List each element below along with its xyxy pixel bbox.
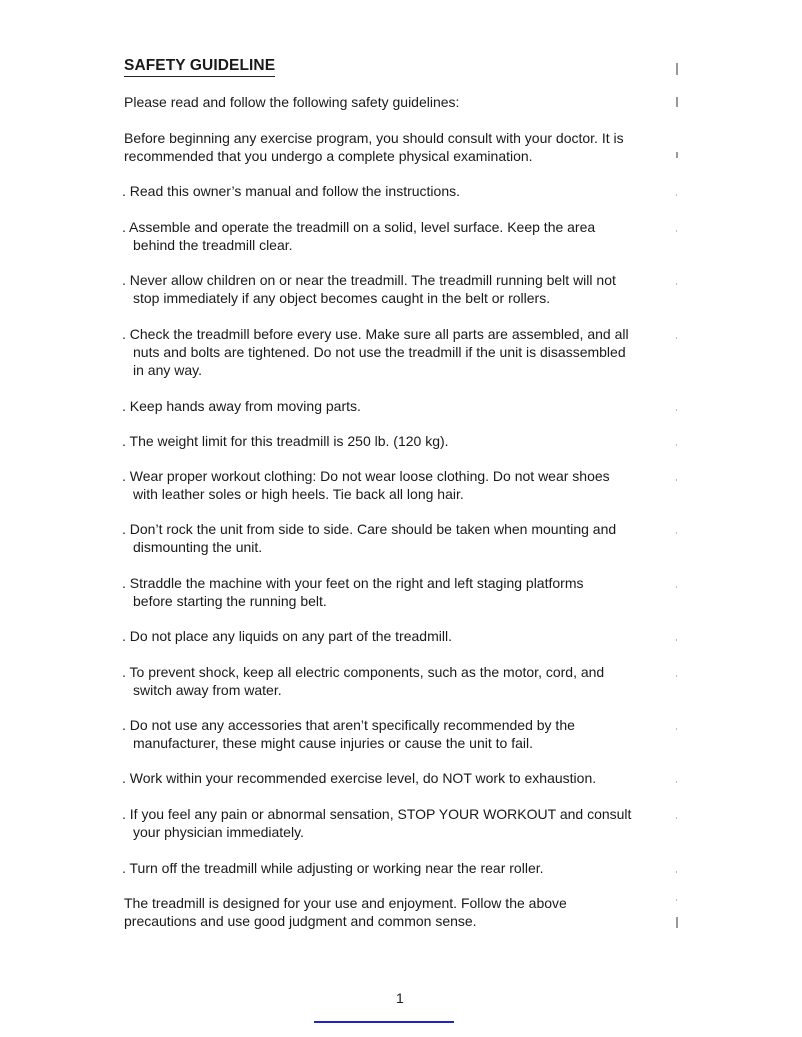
clipped-column-mark bbox=[676, 728, 677, 730]
clipped-column-mark bbox=[676, 479, 677, 481]
guideline-line: . Do not use any accessories that aren’t specifically recommended by the bbox=[122, 717, 575, 733]
guideline-item bbox=[122, 574, 583, 610]
clipped-column-mark bbox=[676, 194, 677, 196]
guideline-line: with leather soles or high heels. Tie back all long hair. bbox=[133, 486, 464, 502]
clipped-column-mark bbox=[676, 97, 678, 107]
guideline-line: . Keep hands away from moving parts. bbox=[122, 398, 361, 414]
closing-line-2: precautions and use good judgment and common sense. bbox=[124, 913, 477, 929]
guideline-line: behind the treadmill clear. bbox=[133, 237, 293, 253]
guideline-line: . If you feel any pain or abnormal sensation, STOP YOUR WORKOUT and consult bbox=[122, 806, 632, 822]
guideline-item bbox=[122, 218, 595, 254]
clipped-column-mark bbox=[676, 230, 677, 232]
clipped-column-mark bbox=[676, 899, 677, 901]
clipped-column-mark bbox=[676, 917, 678, 928]
closing-line-1: The treadmill is designed for your use and enjoyment. Follow the above bbox=[124, 895, 567, 911]
guideline-line: . To prevent shock, keep all electric components, such as the motor, cord, and bbox=[122, 664, 605, 680]
clipped-column-mark bbox=[676, 675, 677, 677]
guideline-line: nuts and bolts are tightened. Do not use the treadmill if the unit is disassembled bbox=[133, 344, 626, 360]
clipped-column-mark bbox=[676, 409, 677, 411]
guideline-item bbox=[122, 627, 452, 645]
guideline-item bbox=[122, 325, 629, 379]
guideline-line: in any way. bbox=[133, 362, 202, 378]
guideline-item bbox=[122, 182, 460, 200]
guideline-item bbox=[122, 271, 616, 307]
clipped-column-mark bbox=[676, 639, 677, 641]
guideline-item bbox=[122, 716, 575, 752]
guideline-item bbox=[122, 769, 596, 787]
guideline-item bbox=[122, 805, 631, 841]
page-title: SAFETY GUIDELINE bbox=[124, 57, 275, 77]
guideline-line: . Work within your recommended exercise level, do NOT work to exhaustion. bbox=[122, 770, 597, 786]
guideline-line: . Assemble and operate the treadmill on a solid, level surface. Keep the area bbox=[122, 219, 596, 235]
clipped-column-mark bbox=[676, 152, 678, 158]
guideline-line: before starting the running belt. bbox=[133, 593, 327, 609]
clipped-column-mark bbox=[676, 586, 677, 588]
consult-line-2: recommended that you undergo a complete physical examination. bbox=[124, 148, 533, 164]
guideline-item bbox=[122, 432, 449, 450]
clipped-column-mark bbox=[676, 283, 677, 285]
guideline-line: your physician immediately. bbox=[133, 824, 304, 840]
intro-text: Please read and follow the following safety guidelines: bbox=[124, 94, 460, 110]
clipped-column-mark bbox=[676, 817, 677, 819]
guideline-line: . Straddle the machine with your feet on the right and left staging platforms bbox=[122, 575, 584, 591]
footer-link-underline[interactable] bbox=[314, 1021, 454, 1023]
guideline-item bbox=[122, 520, 616, 556]
guideline-line: dismounting the unit. bbox=[133, 539, 263, 555]
guideline-line: . Don’t rock the unit from side to side. Care should be taken when mounting and bbox=[122, 521, 617, 537]
clipped-column-mark bbox=[676, 781, 677, 783]
clipped-column-mark bbox=[676, 63, 678, 75]
guideline-item bbox=[122, 663, 604, 699]
guideline-line: . Never allow children on or near the treadmill. The treadmill running belt will not bbox=[122, 272, 616, 288]
consult-line-1: Before beginning any exercise program, you should consult with your doctor. It is bbox=[124, 130, 624, 146]
guideline-line: . Turn off the treadmill while adjusting or working near the rear roller. bbox=[122, 860, 544, 876]
guideline-line: stop immediately if any object becomes caught in the belt or rollers. bbox=[133, 290, 551, 306]
guideline-line: . Wear proper workout clothing: Do not wear loose clothing. Do not wear shoes bbox=[122, 468, 610, 484]
guideline-item bbox=[122, 467, 610, 503]
guideline-line: manufacturer, these might cause injuries or cause the unit to fail. bbox=[133, 735, 533, 751]
guideline-line: . The weight limit for this treadmill is 250 lb. (120 kg). bbox=[122, 433, 449, 449]
clipped-column-mark bbox=[676, 532, 677, 534]
guideline-item bbox=[122, 397, 361, 415]
clipped-column-mark bbox=[676, 871, 677, 873]
clipped-column-mark bbox=[676, 444, 677, 446]
guideline-line: . Check the treadmill before every use. Make sure all parts are assembled, and all bbox=[122, 326, 629, 342]
clipped-column-mark bbox=[676, 337, 677, 339]
guideline-line: . Read this owner’s manual and follow the instructions. bbox=[122, 183, 460, 199]
guideline-line: switch away from water. bbox=[133, 682, 282, 698]
guideline-line: . Do not place any liquids on any part of the treadmill. bbox=[122, 628, 452, 644]
page-number: 1 bbox=[396, 990, 404, 1006]
guideline-item bbox=[122, 859, 544, 877]
